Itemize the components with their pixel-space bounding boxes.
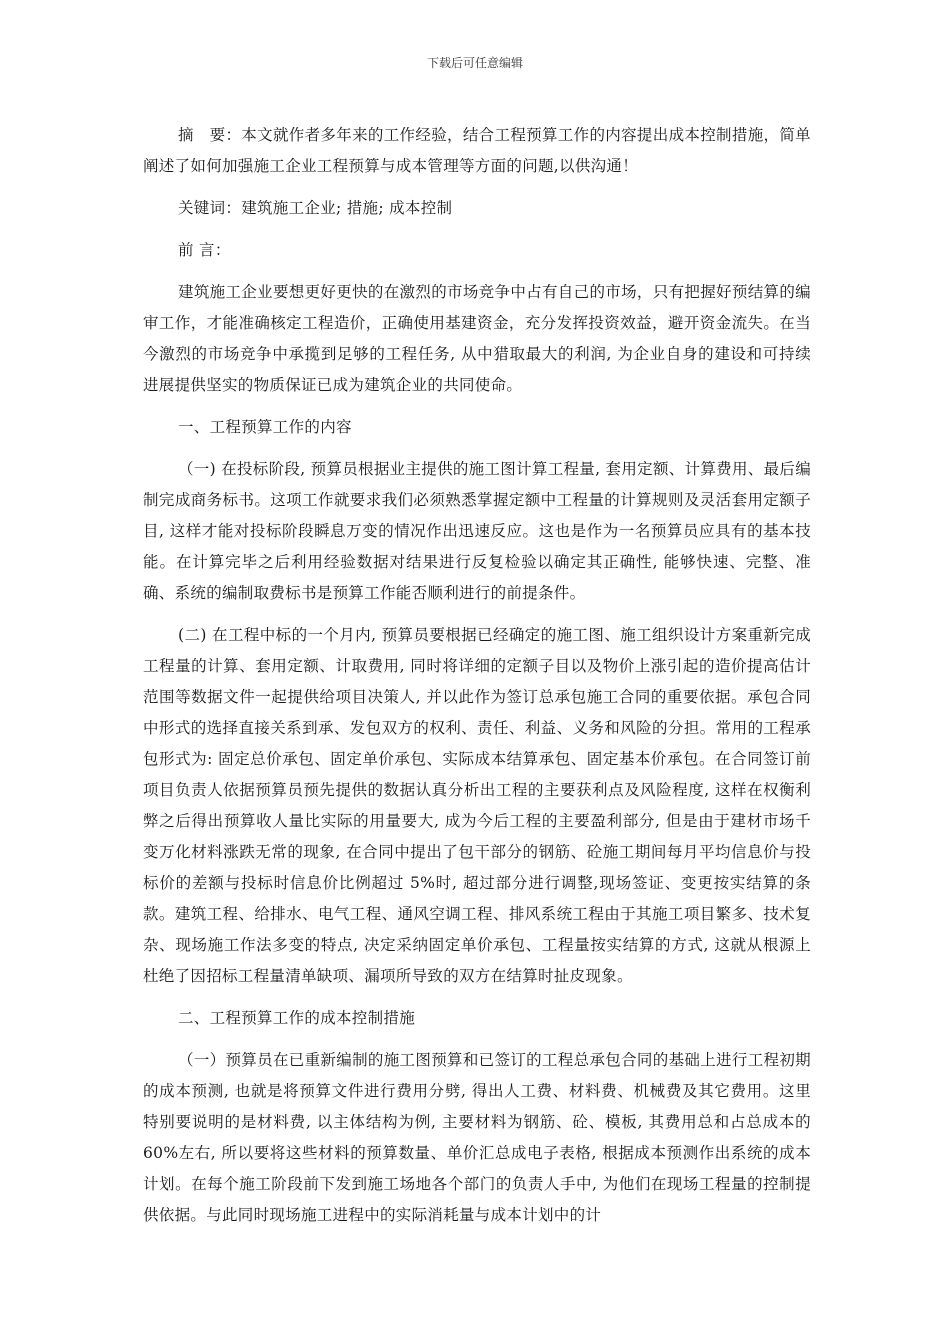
header-note: 下载后可任意编辑 — [426, 56, 523, 70]
section-2-heading: 二、工程预算工作的成本控制措施 — [178, 1009, 416, 1027]
preface-paragraph: 建筑施工企业要想更好更快的在激烈的市场竞争中占有自己的市场，只有把握好预结算的编审工作，才能准确核定工程造价，正确使用基建资金，充分发挥投资效益，避开资金流失。在当今激烈的市场竞争中承揽到足够的工程任务, 从中猎取最大的利润, 为企业自身的建设和可持续进展提供坚实的物质保证已成为建筑企业的共同使命。 — [143, 283, 811, 394]
section-1-paragraph-1: （一) 在投标阶段, 预算员根据业主提供的施工图计算工程量, 套用定额、计算费用、最后编制完成商务标书。这项工作就要求我们必须熟悉掌握定额中工程量的计算规则及灵活套用定额子目, 这样才能对投标阶段瞬息万变的情况作出迅速反应。这也是作为一名预算员应具有的基本技能。在计算完毕之后利用经验数据对结果进行反复检验以确定其正确性, 能够快速、完整、准确、系统的编制取费标书是预算工作能否顺利进行的前提条件。 — [143, 460, 811, 602]
preface-heading: 前 言： — [178, 241, 231, 259]
section-1-paragraph-2: (二) 在工程中标的一个月内, 预算员要根据已经确定的施工图、施工组织设计方案重新完成工程量的计算、套用定额、计取费用, 同时将详细的定额子目以及物价上涨引起的造价提高估计范围等数据文件一起提供给项目决策人, 并以此作为签订总承包施工合同的重要依据。承包合同中形式的选择直接关系到承、发包双方的权利、责任、利益、义务和风险的分担。常用的工程承包形式为: 固定总价承包、固定单价承包、实际成本结算承包、固定基本价承包。在合同签订前项目负责人依据预算员预先提供的数据认真分析出工程的主要获利点及风险程度, 这样在权衡利弊之后得出预算收人量比实际的用量要大, 成为今后工程的主要盈利部分, 但是由于建材市场千变万化材料涨跌无常的现象, 在合同中提出了包干部分的钢筋、砼施工期间每月平均信息价与投标价的差额与投标时信息价比例超过 5%时, 超过部分进行调整,现场签证、变更按实结算的条款。建筑工程、给排水、电气工程、通风空调工程、排风系统工程由于其施工项目繁多、技术复杂、现场施工作法多变的特点, 决定采纳固定单价承包、工程量按实结算的方式, 这就从根源上杜绝了因招标工程量清单缺项、漏项所导致的双方在结算时扯皮现象。 — [143, 626, 811, 985]
abstract: 摘 要：本文就作者多年来的工作经验，结合工程预算工作的内容提出成本控制措施，简单阐述了如何加强施工企业工程预算与成本管理等方面的问题,以供沟通！ — [143, 126, 811, 175]
section-1-heading: 一、工程预算工作的内容 — [178, 418, 352, 436]
keywords: 关键词：建筑施工企业; 措施; 成本控制 — [178, 199, 453, 217]
document-body — [143, 120, 811, 1242]
section-2-paragraph-1: （一）预算员在已重新编制的施工图预算和已签订的工程总承包合同的基础上进行工程初期的成本预测, 也就是将预算文件进行费用分劈, 得出人工费、材料费、机械费及其它费用。这里特别要说明的是材料费, 以主体结构为例, 主要材料为钢筋、砼、模板, 其费用总和占总成本的 60%左右, 所以要将这些材料的预算数量、单价汇总成电子表格, 根据成本预测作出系统的成本计划。在每个施工阶段前下发到施工场地各个部门的负责人手中, 为他们在现场工程量的控制提供依据。与此同时现场施工进程中的实际消耗量与成本计划中的计 — [143, 1051, 811, 1224]
